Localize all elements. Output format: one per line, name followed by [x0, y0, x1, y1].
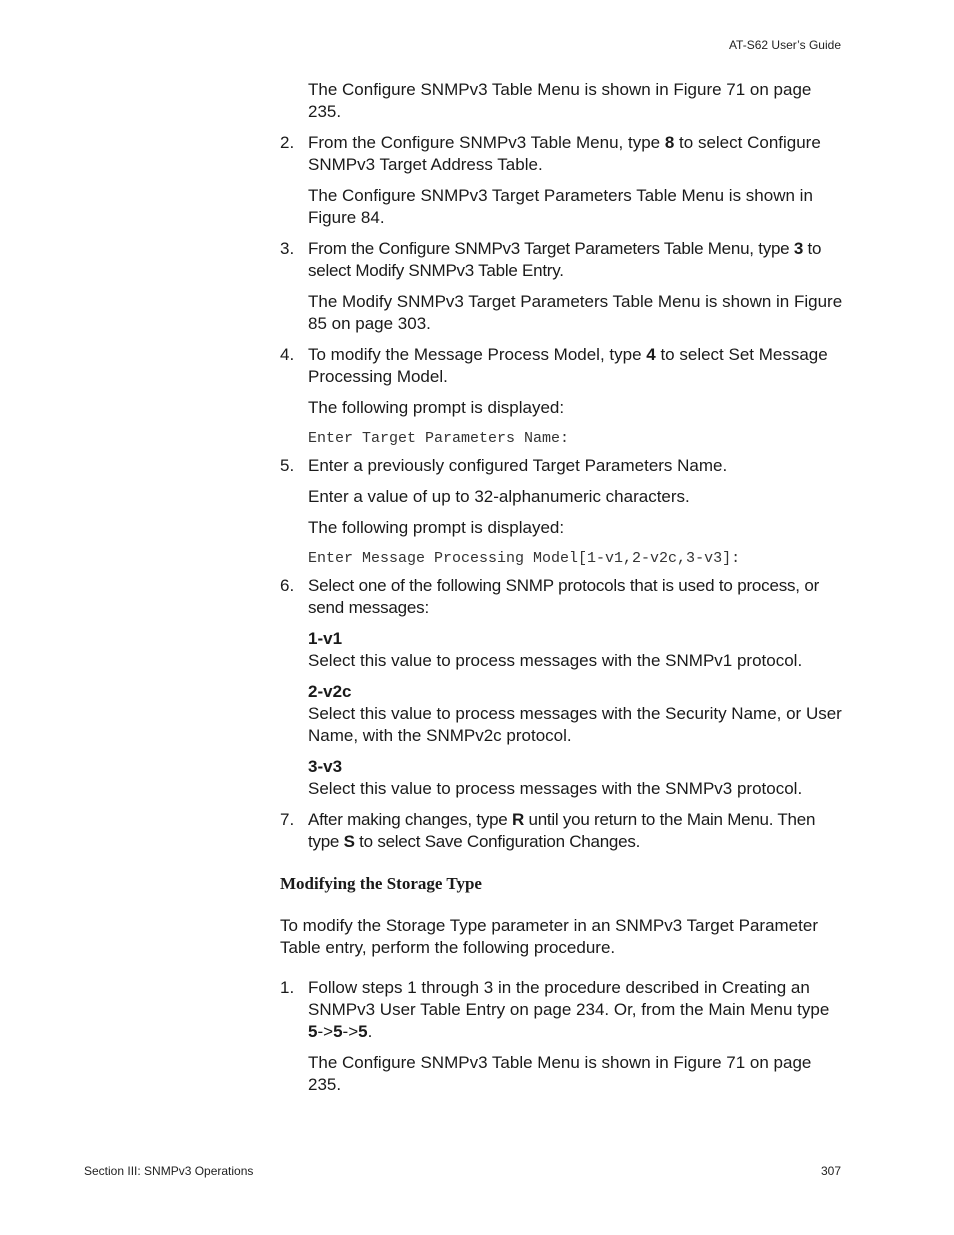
key-4: 4: [646, 345, 656, 364]
step-number: 6.: [280, 576, 295, 595]
section-heading: Modifying the Storage Type: [280, 874, 482, 893]
step-4: To modify the Message Process Model, type 4 to select Set Message Processing Model.: [308, 345, 828, 386]
storage-step-1-note: The Configure SNMPv3 Table Menu is shown in Figure 71 on page 235.: [308, 1053, 812, 1094]
step-2: From the Configure SNMPv3 Table Menu, type 8 to select Configure SNMPv3 Target Address Table.: [308, 133, 821, 174]
option-term: 3-v3: [308, 757, 343, 776]
option-desc: Select this value to process messages with the SNMPv3 protocol.: [308, 779, 803, 798]
prompt-message-processing-model: Enter Message Processing Model[1-v1,2-v2c,3-v3]:: [308, 550, 741, 567]
option-term: 1-v1: [308, 629, 343, 648]
running-header: AT-S62 User’s Guide: [728, 38, 841, 52]
option-desc: Select this value to process messages with the SNMPv1 protocol.: [308, 651, 803, 670]
key-r: R: [511, 810, 525, 829]
step-5-note-1: Enter a value of up to 32-alphanumeric characters.: [308, 487, 690, 506]
key-3: 3: [793, 239, 804, 258]
section-intro: To modify the Storage Type parameter in an SNMPv3 Target Parameter Table entry, perform the following procedure.: [280, 916, 818, 957]
footer-section: Section III: SNMPv3 Operations: [84, 1164, 254, 1178]
step-number: 7.: [280, 810, 295, 829]
step-3-note: The Modify SNMPv3 Target Parameters Table Menu is shown in Figure 85 on page 303.: [308, 292, 843, 333]
prompt-target-params-name: Enter Target Parameters Name:: [308, 430, 570, 447]
step-number: 3.: [280, 239, 295, 258]
step-2-note: The Configure SNMPv3 Target Parameters Table Menu is shown in Figure 84.: [308, 186, 813, 227]
step-6: Select one of the following SNMP protocols that is used to process, or send messages:: [308, 576, 820, 617]
step-5: Enter a previously configured Target Parameters Name.: [308, 456, 728, 475]
option-term: 2-v2c: [308, 682, 352, 701]
option-1-v1: [308, 628, 848, 672]
intro-note: The Configure SNMPv3 Table Menu is shown in Figure 71 on page 235.: [308, 80, 812, 121]
step-5-note-2: The following prompt is displayed:: [308, 518, 565, 537]
step-3: From the Configure SNMPv3 Target Parameters Table Menu, type 3 to select Modify SNMPv3 Table Entry.: [308, 239, 822, 280]
option-3-v3: [308, 756, 848, 800]
step-number: 1.: [280, 978, 295, 997]
step-7: After making changes, type R until you return to the Main Menu. Then type S to select Save Configuration Changes.: [308, 810, 816, 851]
storage-step-1: Follow steps 1 through 3 in the procedure described in Creating an SNMPv3 User Table Entry on page 234. Or, from the Main Menu type 5->5->5.: [308, 978, 830, 1041]
step-number: 4.: [280, 345, 295, 364]
step-4-note: The following prompt is displayed:: [308, 398, 565, 417]
key-s: S: [343, 832, 355, 851]
option-2-v2c: [308, 681, 848, 747]
step-number: 2.: [280, 133, 295, 152]
page-number: 307: [820, 1164, 841, 1178]
option-desc: Select this value to process messages with the Security Name, or User Name, with the SNMPv2c protocol.: [308, 704, 842, 745]
key-8: 8: [664, 133, 675, 152]
step-number: 5.: [280, 456, 295, 475]
